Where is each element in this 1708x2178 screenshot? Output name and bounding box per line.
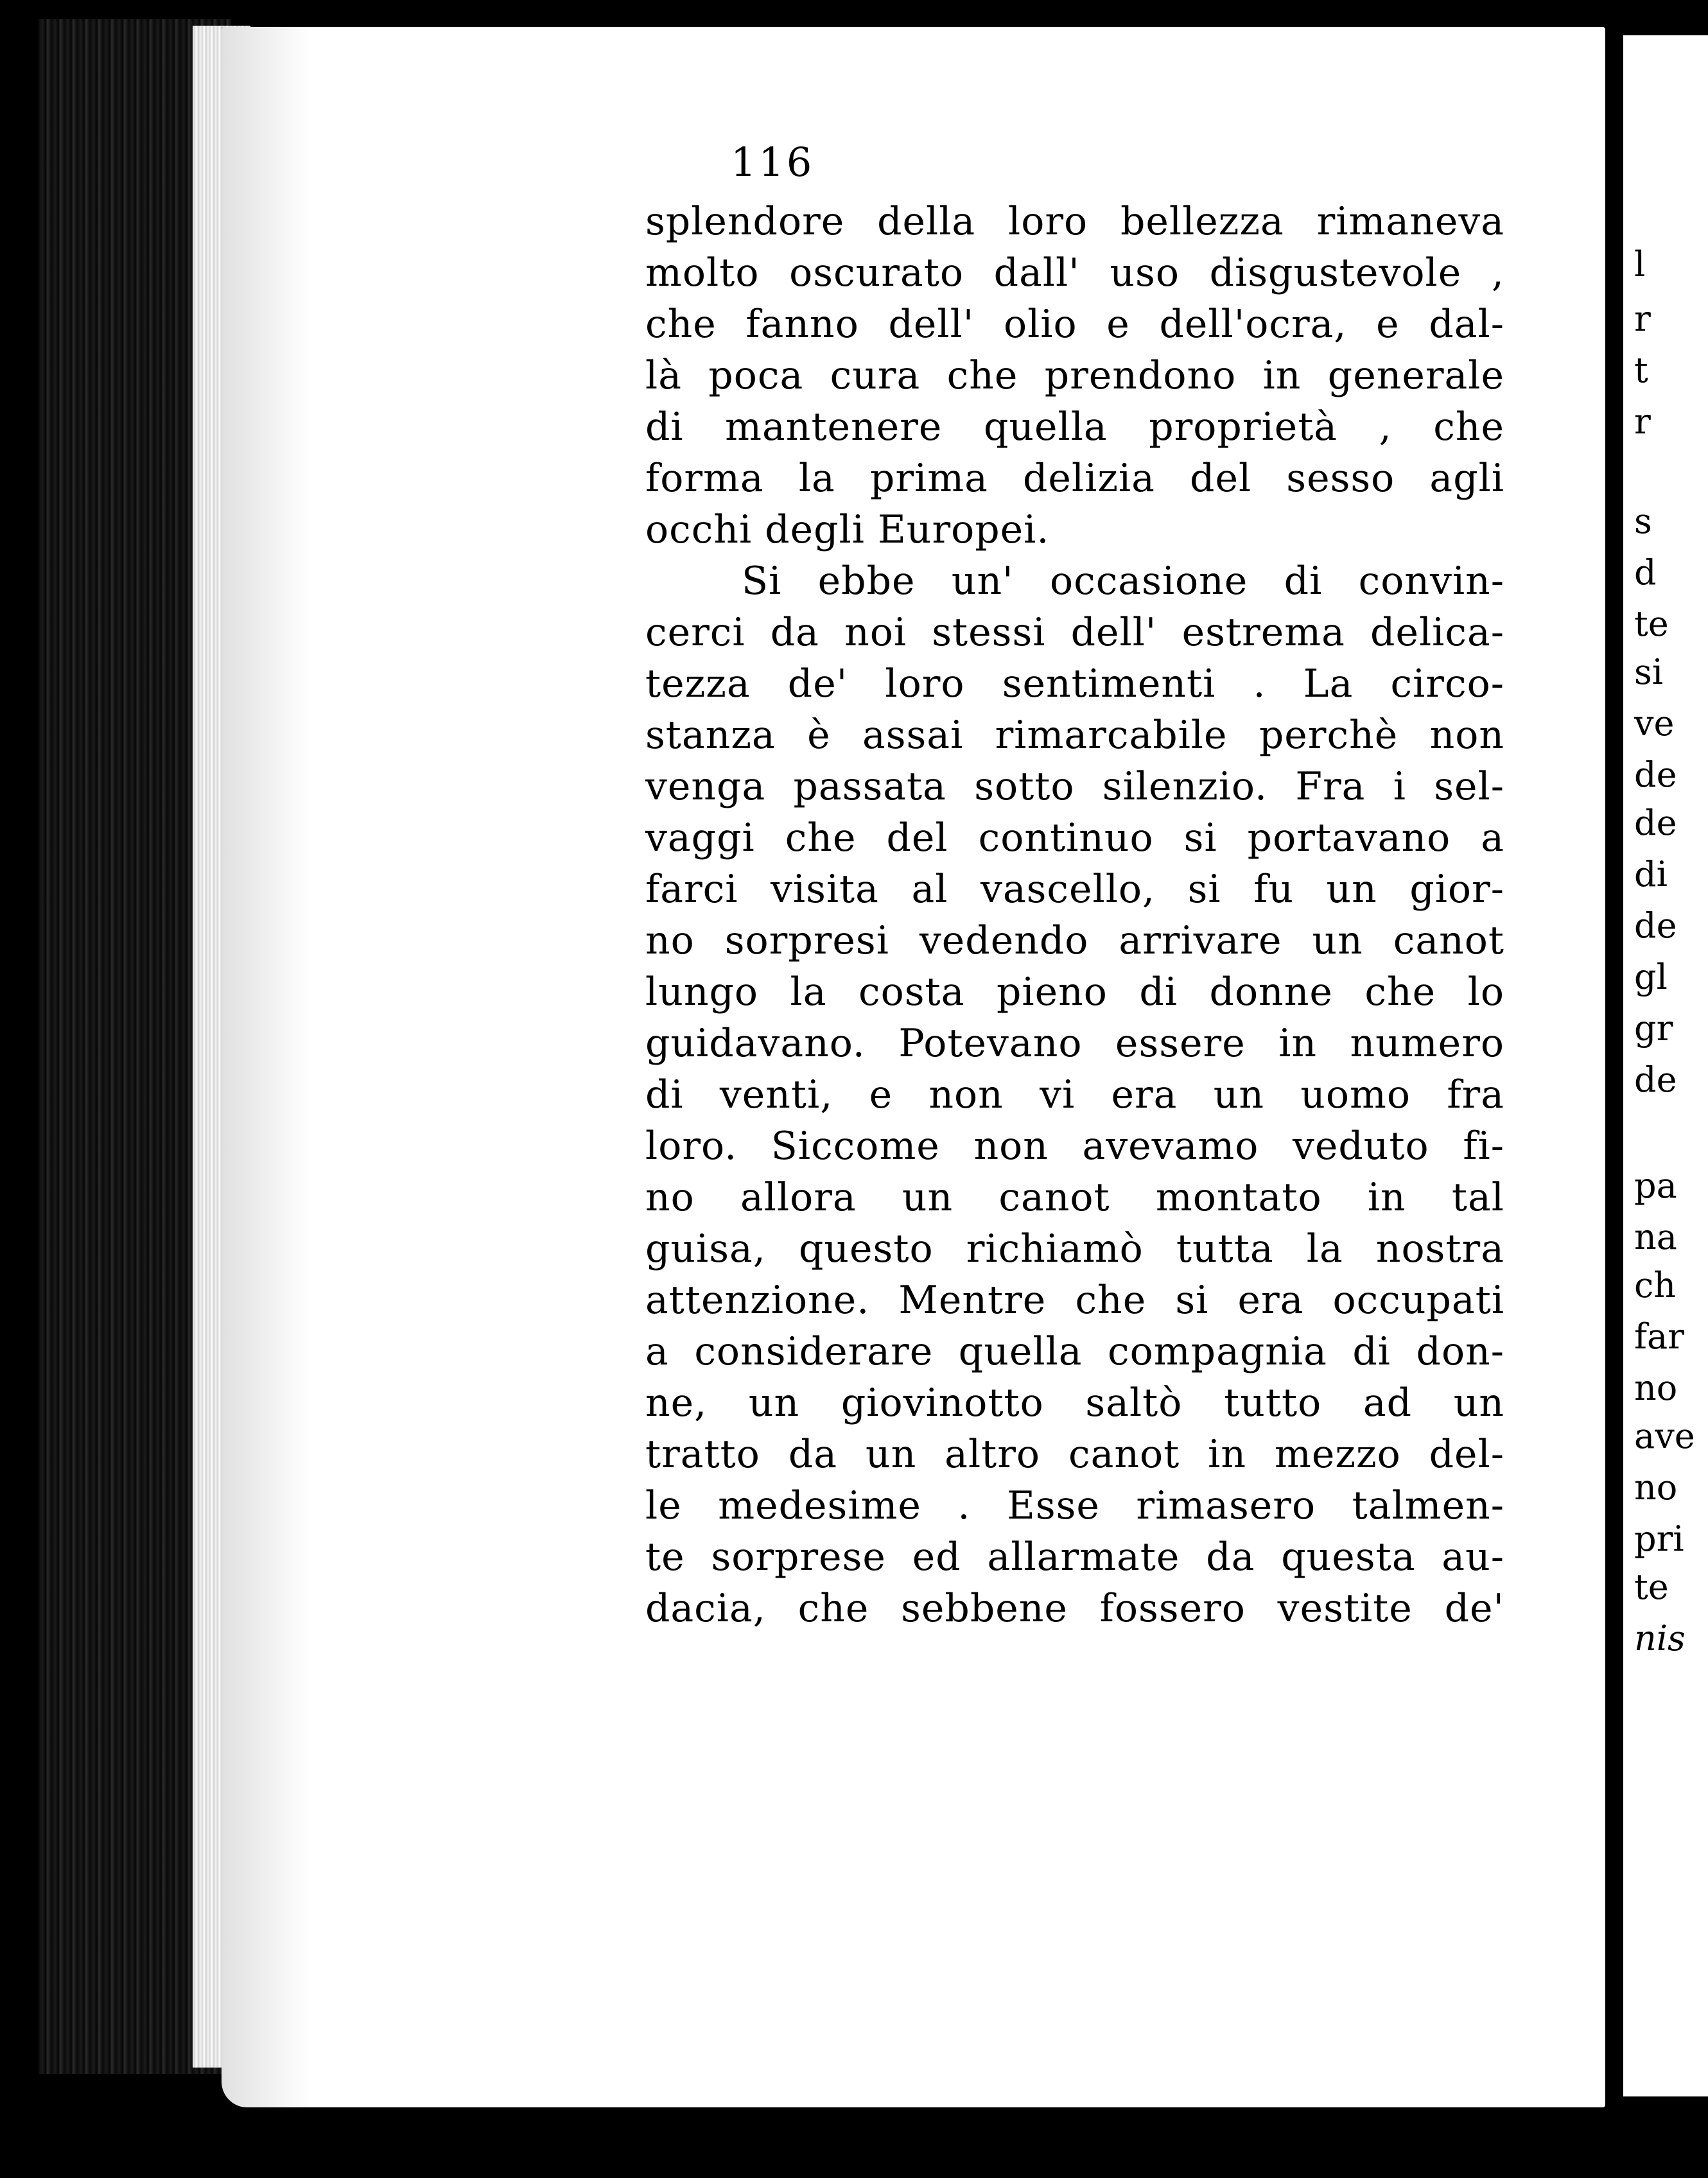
facing-fragment: de [1634, 905, 1677, 946]
facing-fragment: te [1634, 1567, 1669, 1607]
page-shadow [222, 27, 311, 2107]
facing-fragment: pa [1634, 1165, 1677, 1206]
facing-fragment: no [1634, 1467, 1678, 1508]
text-line: cerci da noi stessi dell' estrema delica- [645, 610, 1504, 655]
facing-fragment: si [1634, 652, 1663, 692]
text-line: no sorpresi vedendo arrivare un canot [645, 918, 1504, 963]
text-line: di venti, e non vi era un uomo fra [645, 1072, 1504, 1117]
page-number: 116 [731, 139, 815, 186]
text-line: di mantenere quella proprietà , che [645, 405, 1504, 449]
facing-fragment: gl [1634, 957, 1668, 997]
paragraph-first-line: Si ebbe un' occasione di convin- [742, 559, 1504, 604]
text-line: tezza de' loro sentimenti . La circo- [645, 661, 1504, 706]
text-line: forma la prima delizia del sesso agli [645, 456, 1504, 501]
text-line: no allora un canot montato in tal [645, 1175, 1504, 1220]
facing-fragment: r [1634, 401, 1651, 442]
facing-fragment: de [1634, 803, 1677, 843]
facing-fragment: far [1634, 1316, 1684, 1357]
text-line: lungo la costa pieno di donne che lo [645, 970, 1504, 1015]
text-line: ne, un giovinotto saltò tutto ad un [645, 1381, 1504, 1425]
text-line: venga passata sotto silenzio. Fra i sel- [645, 764, 1504, 809]
text-block [645, 196, 1504, 1634]
text-line: guisa, questo richiamò tutta la nostra [645, 1226, 1504, 1271]
page-bottom-edge [218, 2107, 1631, 2178]
text-line: guidavano. Potevano essere in numero [645, 1021, 1504, 1066]
text-line: occhi degli Europei. [645, 507, 1050, 552]
text-line: te sorprese ed allarmate da questa au- [645, 1535, 1504, 1580]
facing-fragment: ave [1634, 1416, 1695, 1456]
facing-fragment: di [1634, 854, 1668, 894]
facing-fragment: nis [1634, 1618, 1686, 1659]
facing-fragment: de [1634, 754, 1677, 795]
text-line: stanza è assai rimarcabile perchè non [645, 713, 1504, 758]
text-line: che fanno dell' olio e dell'ocra, e dal- [645, 302, 1504, 347]
text-line: a considerare quella compagnia di don- [645, 1329, 1504, 1374]
text-line: tratto da un altro canot in mezzo del- [645, 1432, 1504, 1477]
page-gutter [1605, 26, 1623, 2113]
facing-fragment: te [1634, 604, 1669, 644]
text-line: le medesime . Esse rimasero talmen- [645, 1483, 1504, 1528]
facing-fragment: na [1634, 1217, 1677, 1257]
text-line: loro. Siccome non avevamo veduto fi- [645, 1124, 1504, 1169]
facing-fragment: l [1634, 244, 1646, 284]
facing-fragment: r [1634, 299, 1651, 339]
text-line: molto oscurato dall' uso disgustevole , [645, 250, 1504, 295]
facing-fragment: d [1634, 552, 1657, 593]
text-line: attenzione. Mentre che si era occupati [645, 1278, 1504, 1323]
facing-fragment: de [1634, 1059, 1677, 1100]
text-line: dacia, che sebbene fossero vestite de' [645, 1586, 1504, 1631]
facing-fragment: t [1634, 350, 1648, 390]
facing-fragment: ve [1634, 703, 1675, 744]
facing-fragment: s [1634, 501, 1652, 541]
facing-fragment: pri [1634, 1519, 1684, 1559]
text-line: splendore della loro bellezza rimaneva [645, 199, 1504, 244]
facing-fragment: gr [1634, 1008, 1673, 1049]
text-line: farci visita al vascello, si fu un gior- [645, 867, 1504, 912]
text-line: là poca cura che prendono in generale [645, 353, 1504, 398]
facing-fragment: ch [1634, 1265, 1677, 1305]
text-line: vaggi che del continuo si portavano a [645, 815, 1504, 860]
facing-fragment: no [1634, 1368, 1678, 1408]
